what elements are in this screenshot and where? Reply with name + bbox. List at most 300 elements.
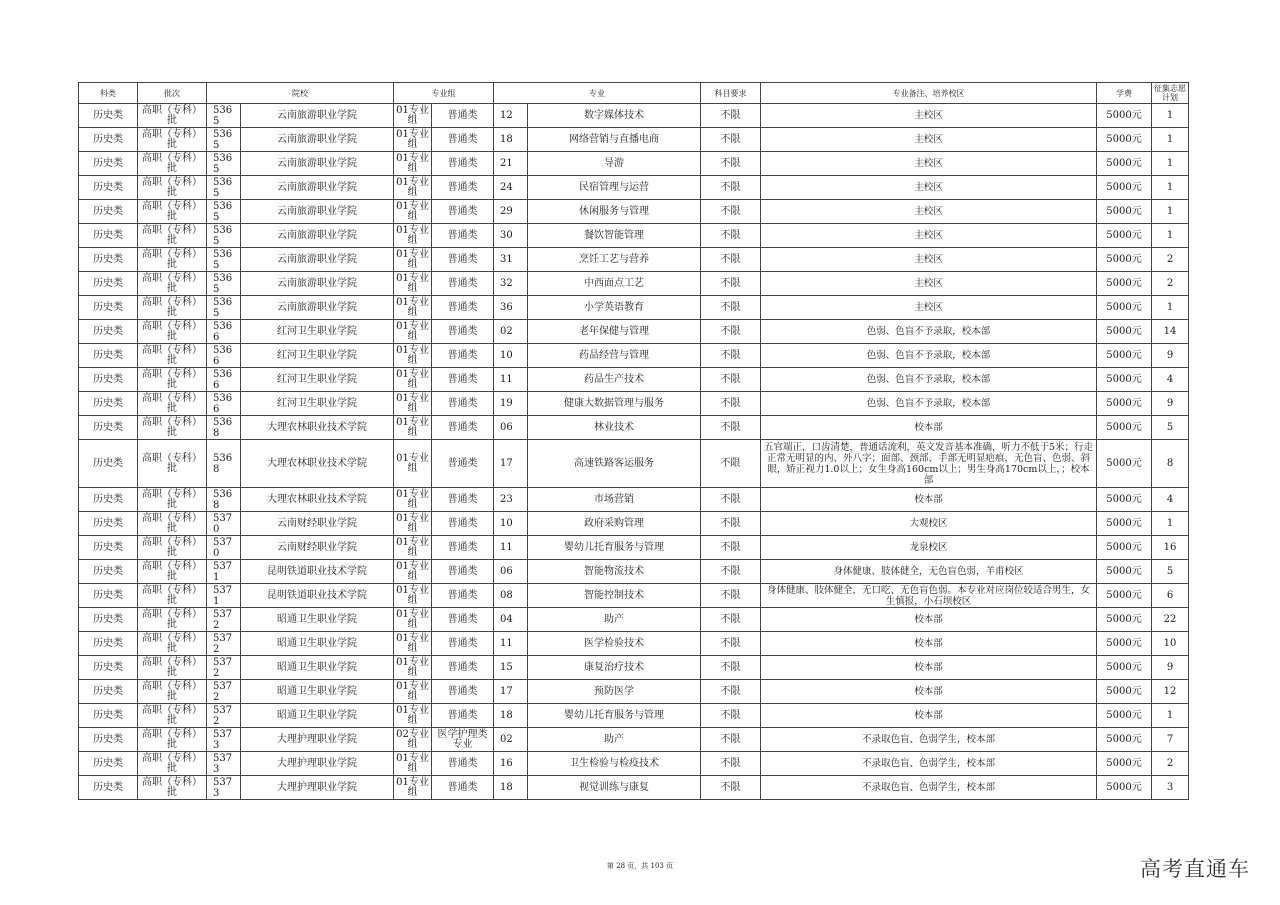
cell-school-code: 5368	[207, 488, 241, 512]
cell-batch: 高职（专科）批	[138, 632, 207, 656]
cell-fee: 5000元	[1097, 584, 1152, 608]
cell-subject: 历史类	[79, 608, 138, 632]
cell-school-name: 昭通卫生职业学院	[241, 656, 394, 680]
cell-plan: 1	[1152, 176, 1189, 200]
cell-requirement: 不限	[701, 680, 761, 704]
cell-category: 普通类	[432, 128, 494, 152]
table-row	[79, 680, 1189, 704]
cell-school-code: 5368	[207, 416, 241, 440]
cell-school-name: 红河卫生职业学院	[241, 392, 394, 416]
header-batch: 批次	[138, 83, 207, 104]
cell-remark: 五官端正，口齿清楚，普通话流利，英文发音基本准确，听力不低于5米；行走正常无明显的内、外八字；面部、颈部、手部无明显疤痕，无色盲、色弱、斜眼，矫正视力1.0以上；女生身高160cm以上；男生身高170cm以上，；校本部	[761, 440, 1097, 488]
cell-fee: 5000元	[1097, 176, 1152, 200]
cell-group: 01专业组	[394, 440, 432, 488]
cell-group: 01专业组	[394, 512, 432, 536]
cell-school-code: 5371	[207, 584, 241, 608]
cell-subject: 历史类	[79, 632, 138, 656]
cell-subject: 历史类	[79, 776, 138, 800]
cell-major-name: 预防医学	[528, 680, 701, 704]
cell-subject: 历史类	[79, 272, 138, 296]
cell-batch: 高职（专科）批	[138, 392, 207, 416]
cell-school-name: 昭通卫生职业学院	[241, 704, 394, 728]
cell-group: 01专业组	[394, 320, 432, 344]
cell-category: 普通类	[432, 608, 494, 632]
cell-subject: 历史类	[79, 152, 138, 176]
table-row	[79, 392, 1189, 416]
cell-fee: 5000元	[1097, 704, 1152, 728]
cell-group: 01专业组	[394, 704, 432, 728]
cell-school-name: 红河卫生职业学院	[241, 344, 394, 368]
cell-subject: 历史类	[79, 368, 138, 392]
cell-major-name: 智能控制技术	[528, 584, 701, 608]
cell-plan: 7	[1152, 728, 1189, 752]
cell-major-name: 休闲服务与管理	[528, 200, 701, 224]
cell-remark: 色弱、色盲不予录取，校本部	[761, 344, 1097, 368]
cell-remark: 主校区	[761, 248, 1097, 272]
cell-group: 01专业组	[394, 656, 432, 680]
cell-school-code: 5365	[207, 296, 241, 320]
cell-major-name: 餐饮智能管理	[528, 224, 701, 248]
cell-school-code: 5372	[207, 632, 241, 656]
cell-plan: 1	[1152, 200, 1189, 224]
cell-group: 01专业组	[394, 632, 432, 656]
header-remark: 专业备注、培养校区	[761, 83, 1097, 104]
cell-category: 普通类	[432, 344, 494, 368]
cell-batch: 高职（专科）批	[138, 584, 207, 608]
cell-plan: 3	[1152, 776, 1189, 800]
cell-plan: 10	[1152, 632, 1189, 656]
cell-remark: 校本部	[761, 608, 1097, 632]
cell-school-code: 5368	[207, 440, 241, 488]
cell-fee: 5000元	[1097, 536, 1152, 560]
cell-major-name: 导游	[528, 152, 701, 176]
cell-school-name: 云南旅游职业学院	[241, 200, 394, 224]
cell-group: 01专业组	[394, 104, 432, 128]
cell-major-name: 小学英语教育	[528, 296, 701, 320]
cell-major-code: 15	[494, 656, 528, 680]
cell-school-code: 5372	[207, 656, 241, 680]
cell-requirement: 不限	[701, 272, 761, 296]
cell-major-name: 网络营销与直播电商	[528, 128, 701, 152]
cell-major-code: 10	[494, 512, 528, 536]
cell-major-code: 02	[494, 320, 528, 344]
cell-school-code: 5365	[207, 272, 241, 296]
cell-subject: 历史类	[79, 728, 138, 752]
cell-group: 01专业组	[394, 344, 432, 368]
cell-remark: 龙泉校区	[761, 536, 1097, 560]
cell-batch: 高职（专科）批	[138, 320, 207, 344]
cell-school-code: 5365	[207, 200, 241, 224]
cell-remark: 主校区	[761, 104, 1097, 128]
cell-school-code: 5373	[207, 776, 241, 800]
cell-major-code: 12	[494, 104, 528, 128]
cell-fee: 5000元	[1097, 416, 1152, 440]
cell-major-name: 卫生检验与检疫技术	[528, 752, 701, 776]
cell-major-code: 18	[494, 776, 528, 800]
cell-plan: 8	[1152, 440, 1189, 488]
cell-plan: 5	[1152, 560, 1189, 584]
cell-remark: 校本部	[761, 488, 1097, 512]
cell-batch: 高职（专科）批	[138, 152, 207, 176]
cell-category: 普通类	[432, 752, 494, 776]
cell-group: 01专业组	[394, 488, 432, 512]
table-row	[79, 248, 1189, 272]
cell-fee: 5000元	[1097, 728, 1152, 752]
cell-plan: 1	[1152, 128, 1189, 152]
cell-school-code: 5372	[207, 680, 241, 704]
cell-school-code: 5372	[207, 704, 241, 728]
cell-plan: 16	[1152, 536, 1189, 560]
cell-school-name: 大理护理职业学院	[241, 776, 394, 800]
cell-plan: 4	[1152, 368, 1189, 392]
cell-group: 01专业组	[394, 152, 432, 176]
table-row	[79, 176, 1189, 200]
cell-subject: 历史类	[79, 104, 138, 128]
cell-category: 医学护理类专业	[432, 728, 494, 752]
cell-fee: 5000元	[1097, 152, 1152, 176]
cell-school-code: 5365	[207, 176, 241, 200]
cell-subject: 历史类	[79, 704, 138, 728]
header-plan: 征集志愿计划	[1152, 83, 1189, 104]
cell-category: 普通类	[432, 680, 494, 704]
cell-requirement: 不限	[701, 176, 761, 200]
cell-major-code: 36	[494, 296, 528, 320]
table-row	[79, 536, 1189, 560]
cell-batch: 高职（专科）批	[138, 776, 207, 800]
table-row	[79, 272, 1189, 296]
cell-plan: 9	[1152, 656, 1189, 680]
cell-subject: 历史类	[79, 536, 138, 560]
cell-remark: 不录取色盲、色弱学生，校本部	[761, 776, 1097, 800]
table-body	[79, 104, 1189, 800]
header-subject: 科类	[79, 83, 138, 104]
cell-fee: 5000元	[1097, 392, 1152, 416]
cell-school-code: 5366	[207, 320, 241, 344]
cell-batch: 高职（专科）批	[138, 296, 207, 320]
cell-batch: 高职（专科）批	[138, 128, 207, 152]
cell-subject: 历史类	[79, 392, 138, 416]
table-row	[79, 728, 1189, 752]
cell-major-name: 健康大数据管理与服务	[528, 392, 701, 416]
cell-remark: 身体健康、肢体健全，无色盲色弱，羊甫校区	[761, 560, 1097, 584]
cell-major-code: 31	[494, 248, 528, 272]
cell-fee: 5000元	[1097, 608, 1152, 632]
cell-category: 普通类	[432, 512, 494, 536]
cell-group: 01专业组	[394, 752, 432, 776]
cell-school-name: 云南旅游职业学院	[241, 296, 394, 320]
cell-major-code: 19	[494, 392, 528, 416]
cell-major-code: 11	[494, 632, 528, 656]
cell-school-code: 5366	[207, 368, 241, 392]
cell-school-name: 大理农林职业技术学院	[241, 440, 394, 488]
table-row	[79, 344, 1189, 368]
cell-group: 01专业组	[394, 248, 432, 272]
cell-requirement: 不限	[701, 560, 761, 584]
cell-batch: 高职（专科）批	[138, 608, 207, 632]
cell-major-name: 中西面点工艺	[528, 272, 701, 296]
cell-requirement: 不限	[701, 104, 761, 128]
cell-remark: 不录取色盲、色弱学生，校本部	[761, 728, 1097, 752]
cell-category: 普通类	[432, 440, 494, 488]
cell-major-code: 18	[494, 704, 528, 728]
cell-school-name: 云南旅游职业学院	[241, 128, 394, 152]
cell-subject: 历史类	[79, 656, 138, 680]
cell-major-code: 30	[494, 224, 528, 248]
cell-major-code: 06	[494, 560, 528, 584]
cell-remark: 主校区	[761, 272, 1097, 296]
cell-school-name: 昭通卫生职业学院	[241, 632, 394, 656]
cell-subject: 历史类	[79, 176, 138, 200]
header-group: 专业组	[394, 83, 494, 104]
cell-remark: 不录取色盲、色弱学生，校本部	[761, 752, 1097, 776]
cell-category: 普通类	[432, 488, 494, 512]
cell-major-code: 02	[494, 728, 528, 752]
table-row	[79, 584, 1189, 608]
cell-fee: 5000元	[1097, 248, 1152, 272]
cell-batch: 高职（专科）批	[138, 704, 207, 728]
cell-subject: 历史类	[79, 224, 138, 248]
cell-school-code: 5373	[207, 752, 241, 776]
cell-major-code: 10	[494, 344, 528, 368]
cell-fee: 5000元	[1097, 776, 1152, 800]
cell-batch: 高职（专科）批	[138, 488, 207, 512]
cell-requirement: 不限	[701, 728, 761, 752]
cell-school-name: 大理护理职业学院	[241, 752, 394, 776]
cell-category: 普通类	[432, 536, 494, 560]
table-row	[79, 224, 1189, 248]
cell-requirement: 不限	[701, 368, 761, 392]
cell-plan: 1	[1152, 104, 1189, 128]
cell-major-code: 24	[494, 176, 528, 200]
cell-remark: 主校区	[761, 224, 1097, 248]
cell-fee: 5000元	[1097, 488, 1152, 512]
cell-school-name: 红河卫生职业学院	[241, 368, 394, 392]
cell-major-code: 18	[494, 128, 528, 152]
cell-school-code: 5371	[207, 560, 241, 584]
cell-school-name: 云南旅游职业学院	[241, 224, 394, 248]
cell-fee: 5000元	[1097, 440, 1152, 488]
cell-batch: 高职（专科）批	[138, 560, 207, 584]
header-requirement: 科目要求	[701, 83, 761, 104]
cell-subject: 历史类	[79, 752, 138, 776]
cell-group: 02专业组	[394, 728, 432, 752]
header-school: 院校	[207, 83, 394, 104]
cell-fee: 5000元	[1097, 128, 1152, 152]
table-row	[79, 296, 1189, 320]
cell-school-name: 大理农林职业技术学院	[241, 416, 394, 440]
cell-fee: 5000元	[1097, 296, 1152, 320]
cell-subject: 历史类	[79, 200, 138, 224]
table-row	[79, 512, 1189, 536]
cell-batch: 高职（专科）批	[138, 200, 207, 224]
cell-major-name: 数字媒体技术	[528, 104, 701, 128]
cell-remark: 校本部	[761, 416, 1097, 440]
cell-subject: 历史类	[79, 560, 138, 584]
cell-requirement: 不限	[701, 632, 761, 656]
cell-major-code: 11	[494, 368, 528, 392]
cell-category: 普通类	[432, 584, 494, 608]
cell-requirement: 不限	[701, 440, 761, 488]
cell-major-code: 11	[494, 536, 528, 560]
cell-group: 01专业组	[394, 608, 432, 632]
cell-school-code: 5370	[207, 536, 241, 560]
cell-fee: 5000元	[1097, 344, 1152, 368]
cell-plan: 1	[1152, 704, 1189, 728]
cell-fee: 5000元	[1097, 224, 1152, 248]
cell-remark: 色弱、色盲不予录取，校本部	[761, 320, 1097, 344]
cell-category: 普通类	[432, 776, 494, 800]
table-header-row	[79, 83, 1189, 104]
cell-requirement: 不限	[701, 488, 761, 512]
cell-plan: 5	[1152, 416, 1189, 440]
cell-major-name: 市场营销	[528, 488, 701, 512]
cell-category: 普通类	[432, 368, 494, 392]
cell-major-name: 视觉训练与康复	[528, 776, 701, 800]
table-row	[79, 152, 1189, 176]
cell-batch: 高职（专科）批	[138, 104, 207, 128]
cell-group: 01专业组	[394, 560, 432, 584]
cell-group: 01专业组	[394, 680, 432, 704]
cell-major-name: 民宿管理与运营	[528, 176, 701, 200]
cell-fee: 5000元	[1097, 512, 1152, 536]
cell-category: 普通类	[432, 176, 494, 200]
table-row	[79, 632, 1189, 656]
cell-subject: 历史类	[79, 344, 138, 368]
cell-school-name: 昆明铁道职业技术学院	[241, 584, 394, 608]
cell-group: 01专业组	[394, 224, 432, 248]
cell-fee: 5000元	[1097, 560, 1152, 584]
cell-requirement: 不限	[701, 608, 761, 632]
cell-fee: 5000元	[1097, 320, 1152, 344]
cell-requirement: 不限	[701, 296, 761, 320]
cell-school-name: 云南旅游职业学院	[241, 152, 394, 176]
cell-plan: 2	[1152, 752, 1189, 776]
cell-batch: 高职（专科）批	[138, 512, 207, 536]
cell-remark: 色弱、色盲不予录取，校本部	[761, 392, 1097, 416]
cell-remark: 主校区	[761, 176, 1097, 200]
cell-category: 普通类	[432, 656, 494, 680]
cell-remark: 主校区	[761, 296, 1097, 320]
cell-batch: 高职（专科）批	[138, 656, 207, 680]
table-row	[79, 104, 1189, 128]
cell-major-code: 29	[494, 200, 528, 224]
cell-plan: 9	[1152, 392, 1189, 416]
cell-category: 普通类	[432, 224, 494, 248]
cell-group: 01专业组	[394, 536, 432, 560]
cell-major-name: 助产	[528, 728, 701, 752]
cell-group: 01专业组	[394, 296, 432, 320]
cell-school-name: 红河卫生职业学院	[241, 320, 394, 344]
cell-remark: 校本部	[761, 704, 1097, 728]
cell-major-name: 康复治疗技术	[528, 656, 701, 680]
cell-major-code: 16	[494, 752, 528, 776]
table-row	[79, 608, 1189, 632]
cell-plan: 1	[1152, 512, 1189, 536]
cell-school-code: 5372	[207, 608, 241, 632]
cell-major-name: 助产	[528, 608, 701, 632]
cell-requirement: 不限	[701, 392, 761, 416]
cell-major-code: 21	[494, 152, 528, 176]
cell-requirement: 不限	[701, 152, 761, 176]
cell-remark: 色弱、色盲不予录取，校本部	[761, 368, 1097, 392]
cell-plan: 1	[1152, 224, 1189, 248]
cell-major-name: 烹饪工艺与营养	[528, 248, 701, 272]
cell-major-name: 药品经营与管理	[528, 344, 701, 368]
table-row	[79, 776, 1189, 800]
cell-major-name: 药品生产技术	[528, 368, 701, 392]
cell-batch: 高职（专科）批	[138, 416, 207, 440]
cell-subject: 历史类	[79, 584, 138, 608]
page-footer: 第 28 页，共 103 页	[606, 862, 674, 870]
cell-fee: 5000元	[1097, 656, 1152, 680]
cell-batch: 高职（专科）批	[138, 344, 207, 368]
cell-major-code: 06	[494, 416, 528, 440]
cell-school-name: 昭通卫生职业学院	[241, 608, 394, 632]
cell-group: 01专业组	[394, 776, 432, 800]
cell-group: 01专业组	[394, 392, 432, 416]
cell-school-name: 云南旅游职业学院	[241, 176, 394, 200]
cell-school-name: 昆明铁道职业技术学院	[241, 560, 394, 584]
cell-remark: 大观校区	[761, 512, 1097, 536]
cell-major-code: 32	[494, 272, 528, 296]
cell-category: 普通类	[432, 416, 494, 440]
table-row	[79, 128, 1189, 152]
cell-plan: 2	[1152, 272, 1189, 296]
cell-batch: 高职（专科）批	[138, 272, 207, 296]
cell-major-name: 老年保健与管理	[528, 320, 701, 344]
cell-requirement: 不限	[701, 248, 761, 272]
cell-subject: 历史类	[79, 680, 138, 704]
cell-school-name: 大理农林职业技术学院	[241, 488, 394, 512]
cell-school-code: 5365	[207, 152, 241, 176]
table-row	[79, 560, 1189, 584]
cell-category: 普通类	[432, 272, 494, 296]
table-row	[79, 200, 1189, 224]
cell-group: 01专业组	[394, 584, 432, 608]
cell-school-name: 云南财经职业学院	[241, 512, 394, 536]
cell-remark: 校本部	[761, 632, 1097, 656]
table-row	[79, 704, 1189, 728]
cell-subject: 历史类	[79, 416, 138, 440]
watermark-logo-text: 高考直通车	[1140, 857, 1250, 881]
cell-requirement: 不限	[701, 224, 761, 248]
cell-requirement: 不限	[701, 776, 761, 800]
cell-batch: 高职（专科）批	[138, 248, 207, 272]
cell-major-name: 医学检验技术	[528, 632, 701, 656]
cell-requirement: 不限	[701, 200, 761, 224]
cell-major-name: 高速铁路客运服务	[528, 440, 701, 488]
cell-school-name: 大理护理职业学院	[241, 728, 394, 752]
cell-fee: 5000元	[1097, 272, 1152, 296]
cell-fee: 5000元	[1097, 632, 1152, 656]
cell-plan: 14	[1152, 320, 1189, 344]
cell-fee: 5000元	[1097, 680, 1152, 704]
table-row	[79, 656, 1189, 680]
cell-subject: 历史类	[79, 440, 138, 488]
cell-requirement: 不限	[701, 128, 761, 152]
cell-subject: 历史类	[79, 248, 138, 272]
cell-plan: 2	[1152, 248, 1189, 272]
cell-school-code: 5366	[207, 392, 241, 416]
cell-subject: 历史类	[79, 320, 138, 344]
cell-plan: 4	[1152, 488, 1189, 512]
table-row	[79, 368, 1189, 392]
cell-plan: 6	[1152, 584, 1189, 608]
table-row	[79, 440, 1189, 488]
cell-school-code: 5366	[207, 344, 241, 368]
cell-category: 普通类	[432, 152, 494, 176]
cell-remark: 校本部	[761, 656, 1097, 680]
